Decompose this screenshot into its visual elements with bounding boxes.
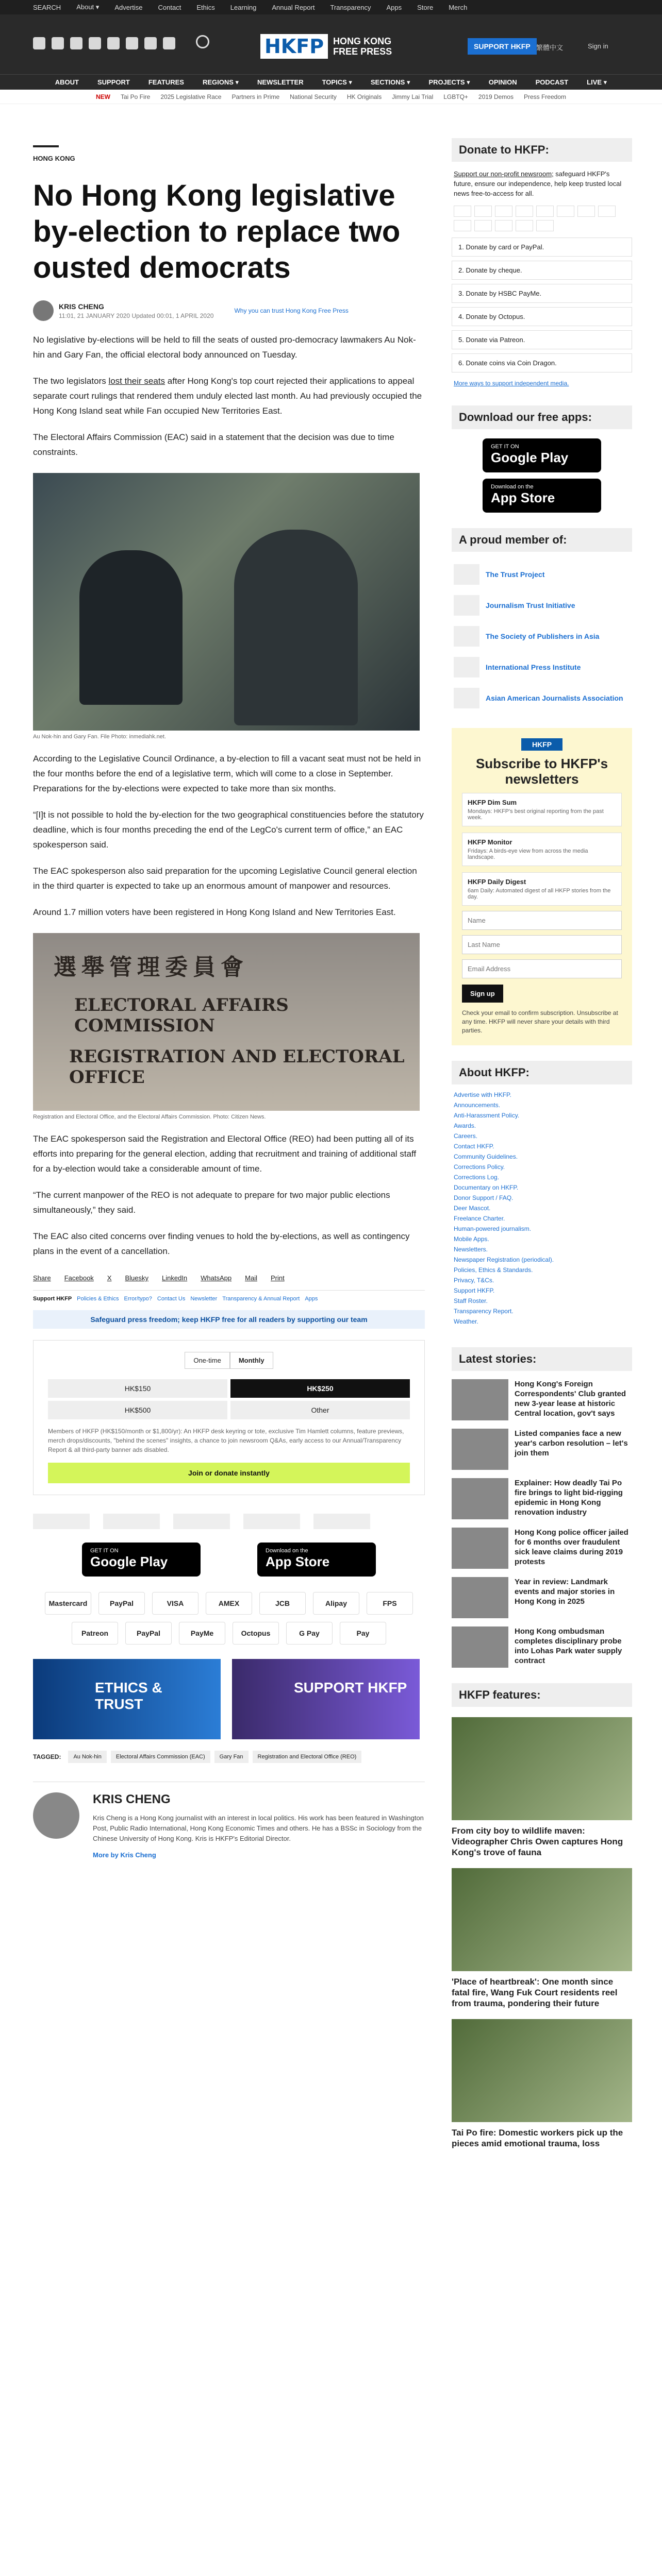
card-icon [495, 220, 512, 231]
amount-option[interactable]: HK$500 [48, 1401, 227, 1419]
card-icon [598, 206, 616, 217]
member-name: The Society of Publishers in Asia [486, 632, 600, 640]
google-play-badge[interactable] [483, 438, 601, 472]
search-icon[interactable] [196, 35, 209, 48]
about-link[interactable]: Careers. [454, 1132, 478, 1140]
about-link[interactable]: Support HKFP. [454, 1287, 495, 1294]
about-link[interactable]: Awards. [454, 1122, 476, 1129]
member-item[interactable] [454, 683, 630, 714]
payment-methods [33, 1592, 425, 1645]
about-link[interactable]: Privacy, T&Cs. [454, 1277, 494, 1284]
member-heading: A proud member of: [452, 528, 632, 552]
lost-seats-link[interactable]: lost their seats [108, 376, 166, 386]
non-profit-link[interactable]: Support our non-profit newsroom; [454, 170, 554, 178]
tag[interactable]: Electoral Affairs Commission (EAC) [111, 1751, 210, 1763]
footer-link[interactable]: Policies & Ethics [77, 1296, 119, 1302]
card-icon [474, 206, 492, 217]
share-x[interactable]: X [107, 1274, 112, 1282]
about-link[interactable]: Newspaper Registration (periodical). [454, 1256, 554, 1263]
ipi-logo [243, 1514, 300, 1529]
alipay-icon: Alipay [313, 1592, 359, 1615]
logo-line-1: HONG KONG [333, 36, 392, 46]
feature-headline: Tai Po fire: Domestic workers pick up the pieces amid emotional trauma, loss [452, 2128, 623, 2148]
card-icon [516, 220, 533, 231]
about-link[interactable]: Donor Support / FAQ. [454, 1194, 514, 1201]
sign-chinese: 選舉管理委員會 [54, 954, 249, 980]
donate-option[interactable]: 4. Donate by Octopus. [452, 307, 632, 326]
newsletter-brand: HKFP [521, 738, 562, 751]
donate-option[interactable]: 3. Donate by HSBC PayMe. [452, 284, 632, 303]
about-link[interactable]: Corrections Log. [454, 1174, 500, 1181]
sign-english-2: REGISTRATION AND ELECTORAL OFFICE [69, 1046, 405, 1088]
trending-link[interactable]: Jimmy Lai Trial [392, 93, 434, 100]
site-logo[interactable] [260, 34, 392, 59]
share-facebook[interactable]: Facebook [64, 1274, 94, 1282]
feature-image [452, 1717, 632, 1820]
member-item[interactable] [454, 559, 630, 590]
article-title: No Hong Kong legislative by-election to replace two ousted democrats [33, 179, 401, 284]
story-headline: Explainer: How deadly Tai Po fire brings to light bid-rigging epidemic in Hong Kong renovation industry [515, 1479, 623, 1517]
card-icon [557, 206, 574, 217]
apps-heading: Download our free apps: [452, 405, 632, 429]
story-thumbnail [452, 1528, 508, 1569]
mastercard-icon: Mastercard [45, 1592, 91, 1615]
latest-story[interactable] [452, 1577, 632, 1618]
nav-regions[interactable]: REGIONS ▾ [202, 78, 239, 86]
footer-support-link[interactable]: Support HKFP [33, 1296, 72, 1302]
sign-english-1: ELECTORAL AFFAIRS COMMISSION [74, 995, 289, 1036]
aaja-logo [313, 1514, 370, 1529]
trending-link[interactable]: National Security [290, 93, 337, 100]
member-logo [454, 688, 479, 708]
reo-sign-photo [33, 933, 420, 1111]
byline [33, 300, 425, 321]
author-box-name[interactable]: KRIS CHENG [93, 1792, 171, 1806]
donate-heading: Donate to HKFP: [452, 138, 632, 162]
instagram-icon[interactable] [70, 37, 82, 49]
nav-support[interactable]: SUPPORT [97, 78, 130, 86]
member-logo [454, 595, 479, 616]
latest-story[interactable] [452, 1528, 632, 1569]
about-link[interactable]: Announcements. [454, 1101, 501, 1109]
tag[interactable]: Gary Fan [214, 1751, 249, 1763]
feature-story[interactable] [452, 2019, 632, 2149]
join-donate-button[interactable]: Join or donate instantly [48, 1463, 410, 1483]
paragraph: No legislative by-elections will be held to fill the seats of ousted pro-democracy lawmakers Au Nok-hin and Gary Fan, the official electoral body announced on Tuesday. [33, 335, 416, 360]
amount-option[interactable]: HK$150 [48, 1379, 227, 1398]
newsletter-name: HKFP Dim Sum [468, 799, 517, 806]
trust-project-logo [33, 1514, 90, 1529]
payment-icons [452, 206, 632, 231]
app-store-badge[interactable] [483, 479, 601, 513]
about-link[interactable]: Deer Mascot. [454, 1205, 491, 1212]
email-input[interactable] [462, 959, 622, 978]
linkedin-icon[interactable] [144, 37, 157, 49]
utility-apps[interactable]: Apps [386, 3, 402, 11]
badge-big-text: App Store [266, 1554, 330, 1569]
photo-caption: Registration and Electoral Office, and the Electoral Affairs Commission. Photo: Citizen News. [33, 1114, 266, 1120]
lawmakers-photo [33, 473, 420, 731]
feature-headline: From city boy to wildlife maven: Videographer Chris Owen captures Hong Kong's trove of fauna [452, 1826, 623, 1857]
newsletter-option[interactable] [462, 793, 622, 826]
jcb-icon: JCB [259, 1592, 306, 1615]
about-link[interactable]: Community Guidelines. [454, 1153, 518, 1160]
amount-grid [48, 1379, 410, 1419]
member-item[interactable] [454, 590, 630, 621]
story-headline: Year in review: Landmark events and major stories in Hong Kong in 2025 [515, 1578, 615, 1606]
features-heading: HKFP features: [452, 1683, 632, 1707]
newsletter-box [452, 728, 632, 1045]
nav-podcast[interactable]: PODCAST [535, 78, 569, 86]
story-headline: Hong Kong ombudsman completes disciplinary probe into Lohas Park water supply contract [515, 1627, 622, 1665]
feature-image [452, 2019, 632, 2122]
member-item[interactable] [454, 652, 630, 683]
latest-stories [452, 1379, 632, 1668]
about-link[interactable]: Anti-Harassment Policy. [454, 1112, 520, 1119]
nav-features[interactable]: FEATURES [148, 78, 184, 86]
donate-intro [452, 162, 632, 206]
utility-annual-report[interactable]: Annual Report [272, 3, 315, 11]
share-whatsapp[interactable]: WhatsApp [201, 1274, 232, 1282]
latest-heading: Latest stories: [452, 1347, 632, 1371]
support-hkfp-button[interactable]: SUPPORT HKFP [468, 38, 537, 55]
badge-big-text: Google Play [491, 450, 569, 465]
trending-link[interactable]: Tai Po Fire [121, 93, 151, 100]
donate-option[interactable]: 1. Donate by card or PayPal. [452, 238, 632, 257]
site-header [0, 14, 662, 74]
threads-icon[interactable] [89, 37, 101, 49]
card-icon [577, 206, 595, 217]
donate-options [452, 238, 632, 372]
donate-option[interactable]: 6. Donate coins via Coin Dragon. [452, 353, 632, 372]
about-links [452, 1084, 632, 1332]
amex-icon: AMEX [206, 1592, 252, 1615]
membership-text: Members of HKFP (HK$150/month or $1,800/yr): An HKFP desk keyring or tote, exclusive Tim Hamlett columns, feature previews, merch drops/discounts, "behind the scenes" insights, a chance to join newsroom Q&As, early access to our Annual/Transparency Report & all third-party banner ads disabled. [48, 1428, 404, 1453]
newsletter-desc: Mondays: HKFP's best original reporting from the past week. [468, 808, 604, 821]
member-list [452, 552, 632, 721]
badge-small-text: GET IT ON [90, 1548, 119, 1554]
member-logo [454, 657, 479, 677]
sign-in-link[interactable]: Sign in [588, 42, 608, 50]
language-switch[interactable]: 繁體中文 [536, 44, 564, 52]
story-thumbnail [452, 1478, 508, 1519]
about-link[interactable]: Human-powered journalism. [454, 1225, 532, 1232]
tags-label: TAGGED: [33, 1753, 61, 1760]
trending-link[interactable]: 2019 Demos [478, 93, 514, 100]
sign-up-button[interactable]: Sign up [462, 985, 503, 1003]
section-rule [33, 145, 59, 147]
card-icon [454, 220, 471, 231]
utility-store[interactable]: Store [417, 3, 434, 11]
about-link[interactable]: Mobile Apps. [454, 1235, 489, 1243]
paypal-icon: PayPal [98, 1592, 145, 1615]
sidebar [452, 76, 632, 2149]
amount-option[interactable]: Other [230, 1401, 410, 1419]
story-thumbnail [452, 1577, 508, 1618]
app-store-row [33, 1543, 425, 1577]
updated-date: Updated 00:01, 1 APRIL 2020 [131, 312, 214, 319]
story-headline: Hong Kong's Foreign Correspondents' Club granted new 3-year lease at historic Central location, gov't says [515, 1380, 626, 1418]
utility-contact[interactable]: Contact [158, 3, 181, 11]
donation-box [33, 1340, 425, 1495]
footer-link[interactable]: Transparency & Annual Report [222, 1296, 300, 1302]
author-photo[interactable] [33, 1792, 79, 1839]
card-icon [536, 220, 554, 231]
badge-big-text: App Store [491, 490, 555, 505]
trending-link[interactable]: HK Originals [346, 93, 382, 100]
story-thumbnail [452, 1429, 508, 1470]
latest-story[interactable] [452, 1429, 632, 1470]
trust-link[interactable]: Why you can trust Hong Kong Free Press [234, 307, 349, 314]
card-icon [474, 220, 492, 231]
trending-link[interactable]: LGBTQ+ [443, 93, 468, 100]
about-link[interactable]: Policies, Ethics & Standards. [454, 1266, 533, 1274]
x-icon[interactable] [52, 37, 64, 49]
author-bio: Kris Cheng is a Hong Kong journalist with an interest in local politics. His work has been featured in Washington Post, Public Radio International, Hong Kong Economic Times and others. He has a BSSc in Sociology from the Chinese University of Hong Kong. Kris is HKFP's Editorial Director. [93, 1814, 424, 1842]
nav-live[interactable]: LIVE ▾ [587, 78, 607, 86]
newsletter-note: Check your email to confirm subscription. Unsubscribe at any time. HKFP will never share your details with third parties. [462, 1009, 618, 1034]
amount-option-selected[interactable]: HK$250 [230, 1379, 410, 1398]
applepay-icon: Pay [340, 1622, 386, 1645]
story-thumbnail [452, 1626, 508, 1668]
promo-row [33, 1659, 425, 1739]
about-link[interactable]: Corrections Policy. [454, 1163, 505, 1171]
publish-date [59, 312, 213, 319]
card-icon [495, 206, 512, 217]
newsletter-option[interactable] [462, 833, 622, 866]
fps-icon: FPS [367, 1592, 413, 1615]
nav-topics[interactable]: TOPICS ▾ [322, 78, 352, 86]
nav-sections[interactable]: SECTIONS ▾ [370, 78, 410, 86]
utility-merch[interactable]: Merch [449, 3, 468, 11]
badge-small-text: Download on the [491, 484, 534, 490]
feature-image [452, 1868, 632, 1971]
email-icon[interactable] [163, 37, 175, 49]
person-silhouette [234, 530, 358, 725]
paragraph-text: The two legislators [33, 376, 109, 386]
footer-link[interactable]: Newsletter [190, 1296, 218, 1302]
card-icon [516, 206, 533, 217]
about-link[interactable]: Weather. [454, 1318, 478, 1325]
paragraph: Around 1.7 million voters have been registered in Hong Kong Island and New Territories East. [33, 907, 396, 917]
about-link[interactable]: Advertise with HKFP. [454, 1091, 511, 1098]
frequency-toggle [48, 1352, 410, 1369]
member-item[interactable] [454, 621, 630, 652]
sidebar-app-badges [452, 438, 632, 513]
paypal-icon: PayPal [125, 1622, 172, 1645]
member-name: Journalism Trust Initiative [486, 601, 575, 609]
newsletter-name: HKFP Daily Digest [468, 878, 526, 886]
safeguard-banner[interactable]: Safeguard press freedom; keep HKFP free for all readers by supporting our team [33, 1310, 425, 1329]
app-store-badge[interactable] [257, 1543, 376, 1577]
feature-headline: 'Place of heartbreak': One month since fatal fire, Wang Fuk Court residents reel from trauma, pondering their future [452, 1977, 618, 2008]
publish-date-text: 11:01, 21 JANUARY 2020 [59, 312, 130, 319]
tag[interactable]: Registration and Electoral Office (REO) [253, 1751, 362, 1763]
trending-link[interactable]: Press Freedom [523, 93, 566, 100]
tag-list [33, 1751, 425, 1763]
share-label[interactable]: Share [33, 1274, 51, 1282]
donate-option[interactable]: 5. Donate via Patreon. [452, 330, 632, 349]
tag[interactable]: Au Nok-hin [68, 1751, 106, 1763]
newsletter-option[interactable] [462, 872, 622, 906]
about-link[interactable]: Freelance Charter. [454, 1215, 505, 1222]
person-silhouette [79, 550, 183, 705]
new-badge: NEW [96, 93, 110, 100]
sopa-logo [173, 1514, 230, 1529]
utility-advertise[interactable]: Advertise [114, 3, 143, 11]
author-name[interactable]: KRIS CHENG [59, 302, 104, 311]
about-link[interactable]: Staff Roster. [454, 1297, 488, 1304]
about-link[interactable]: Transparency Report. [454, 1308, 514, 1315]
jti-logo [103, 1514, 160, 1529]
member-name: Asian American Journalists Association [486, 694, 623, 702]
more-ways-link[interactable]: More ways to support independent media. [454, 380, 569, 387]
footer-link[interactable]: Apps [305, 1296, 318, 1302]
utility-search[interactable]: SEARCH [33, 3, 61, 11]
donate-intro-text: safeguard HKFP's future, ensure our independence, help keep trusted local news free-to-access for all. [454, 170, 622, 197]
newsletter-desc: 6am Daily: Automated digest of all HKFP stories from the day. [468, 888, 611, 900]
trending-link[interactable]: Partners in Prime [231, 93, 280, 100]
section-tag[interactable]: HONG KONG [33, 155, 75, 162]
utility-ethics[interactable]: Ethics [196, 3, 215, 11]
footer-link[interactable]: Contact Us [157, 1296, 186, 1302]
feature-story[interactable] [452, 1717, 632, 1858]
about-link[interactable]: Documentary on HKFP. [454, 1184, 519, 1191]
author-avatar[interactable] [33, 300, 54, 321]
photo-caption: Au Nok-hin and Gary Fan. File Photo: inmediahk.net. [33, 734, 167, 740]
member-logos-row [33, 1514, 425, 1529]
latest-story[interactable] [452, 1626, 632, 1668]
sign-text [54, 948, 420, 1088]
feature-stories [452, 1717, 632, 2149]
feature-story[interactable] [452, 1868, 632, 2009]
utility-bar [0, 0, 662, 14]
nav-opinion[interactable]: OPINION [488, 78, 517, 86]
badge-big-text: Google Play [90, 1554, 168, 1569]
visa-icon: VISA [152, 1592, 198, 1615]
nav-newsletter[interactable]: NEWSLETTER [257, 78, 304, 86]
article [33, 145, 425, 1859]
member-name: International Press Institute [486, 663, 581, 671]
last-name-input[interactable] [462, 935, 622, 954]
paragraph: “The current manpower of the REO is not adequate to prepare for two major public elections simultaneously,” they said. [33, 1190, 390, 1215]
newsletter-title: Subscribe to HKFP's newsletters [475, 756, 608, 787]
payme-icon: PayMe [179, 1622, 225, 1645]
paragraph: “[I]t is not possible to hold the by-election for the two geographical constituencies before the statutory deadline, which is four months preceding the end of the LegCo's current term of office,” an EAC spokesperson said. [33, 810, 424, 850]
facebook-icon[interactable] [33, 37, 45, 49]
paragraph-text: after Hong Kong's top court rejected their applications to appeal separate court rulings that rendered them unduly elected last month. Au had previously occupied the Hong Kong Island seat while Fan occupied New Territories East. [33, 376, 422, 416]
support-promo[interactable]: SUPPORT HKFP [232, 1659, 420, 1739]
name-input[interactable] [462, 911, 622, 930]
share-mail[interactable]: Mail [245, 1274, 257, 1282]
nav-about[interactable]: ABOUT [55, 78, 79, 86]
member-name: The Trust Project [486, 570, 545, 579]
about-link[interactable]: Contact HKFP. [454, 1143, 494, 1150]
footer-link[interactable]: Error/typo? [124, 1296, 152, 1302]
one-time-option[interactable]: One-time [185, 1352, 229, 1369]
logo-text [333, 36, 392, 57]
share-print[interactable]: Print [270, 1274, 285, 1282]
badge-small-text: GET IT ON [491, 444, 519, 450]
story-headline: Hong Kong police officer jailed for 6 months over fraudulent sick leave claims during 2019 protests [515, 1528, 628, 1566]
ethics-promo[interactable]: ETHICS & TRUST [33, 1659, 221, 1739]
logo-mark: HKFP [260, 34, 328, 59]
logo-line-2: FREE PRESS [333, 46, 392, 57]
patreon-icon: Patreon [72, 1622, 118, 1645]
latest-story[interactable] [452, 1379, 632, 1420]
donate-option[interactable]: 2. Donate by cheque. [452, 261, 632, 280]
trending-link[interactable]: 2025 Legislative Race [160, 93, 222, 100]
paragraph: The EAC also cited concerns over finding venues to hold the by-elections, as well as contingency plans in the event of a cancellation. [33, 1231, 410, 1256]
author-box [33, 1782, 425, 1859]
utility-transparency[interactable]: Transparency [330, 3, 371, 11]
member-logo [454, 564, 479, 585]
about-link[interactable]: Newsletters. [454, 1246, 488, 1253]
share-linkedin[interactable]: LinkedIn [162, 1274, 188, 1282]
share-bluesky[interactable]: Bluesky [125, 1274, 148, 1282]
monthly-option[interactable]: Monthly [230, 1352, 273, 1369]
latest-story[interactable] [452, 1478, 632, 1519]
social-icons [33, 37, 175, 49]
paragraph: The EAC spokesperson said the Registration and Electoral Office (REO) had been putting all of its efforts into preparing for the general election, adding that recruitment and training of additional staff for a by-election would take a considerable amount of time. [33, 1134, 417, 1174]
paragraph: The EAC spokesperson also said preparation for the upcoming Legislative Council general election in the third quarter is expected to take up an enormous amount of manpower and resources. [33, 866, 417, 891]
share-bar [33, 1274, 425, 1282]
member-logo [454, 626, 479, 647]
paragraph [33, 374, 425, 418]
paragraph: The Electoral Affairs Commission (EAC) said in a statement that the decision was due to time constraints. [33, 432, 394, 457]
gpay-icon: G Pay [286, 1622, 333, 1645]
google-play-badge[interactable] [82, 1543, 201, 1577]
article-footer-links [33, 1290, 425, 1302]
card-icon [454, 206, 471, 217]
badge-small-text: Download on the [266, 1548, 308, 1554]
paragraph: According to the Legislative Council Ordinance, a by-election to fill a vacant seat must not be held in the four months before the end of a legislative term, which will come to a close in September. Preparations for the by-elections were expected to take more than six months. [33, 754, 421, 793]
more-by-author-link[interactable]: More by Kris Cheng [93, 1851, 156, 1859]
story-headline: Listed companies face a new year's carbon resolution – let's join them [515, 1429, 628, 1458]
story-thumbnail [452, 1379, 508, 1420]
youtube-icon[interactable] [126, 37, 138, 49]
newsletter-desc: Fridays: A birds-eye view from across the media landscape. [468, 848, 588, 860]
bluesky-icon[interactable] [107, 37, 120, 49]
about-heading: About HKFP: [452, 1061, 632, 1084]
nav-projects[interactable]: PROJECTS ▾ [428, 78, 470, 86]
card-icon [536, 206, 554, 217]
utility-about[interactable]: About ▾ [76, 3, 100, 11]
utility-learning[interactable]: Learning [230, 3, 257, 11]
newsletter-name: HKFP Monitor [468, 838, 512, 846]
octopus-icon: Octopus [233, 1622, 279, 1645]
